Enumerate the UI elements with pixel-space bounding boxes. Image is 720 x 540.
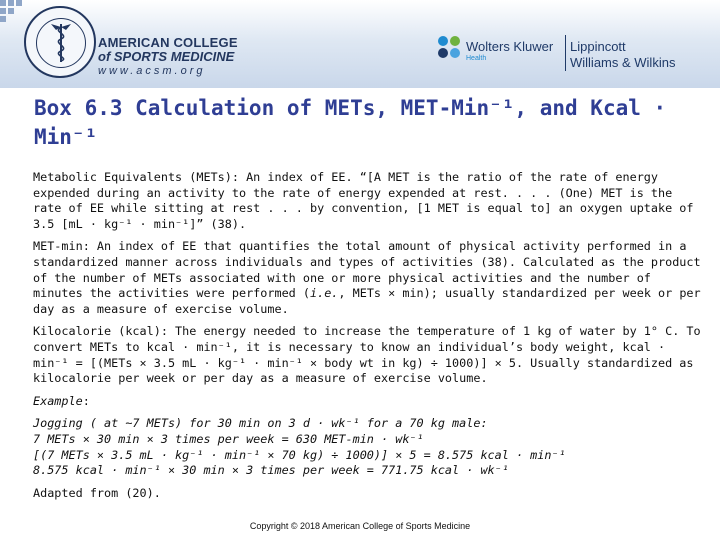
wolters-kluwer-mark-icon	[438, 36, 462, 60]
lww-line1: Lippincott	[570, 39, 626, 54]
example-line: Jogging ( at ~7 METs) for 30 min on 3 d · wk⁻¹ for a 70 kg male:	[33, 416, 488, 431]
copyright-footer: Copyright © 2018 American College of Sports Medicine	[249, 521, 471, 531]
kcal-text: : The energy needed to increase the temperature of 1 kg of water by 1° C. To convert METs to kcal · min⁻¹, it is necessary to know an individual’s body weight, kcal · min⁻¹ = [(METs × 3.5 mL · kg⁻¹ · min⁻¹ × body wt in kg) ÷ 1000)] × 5. Usually standardized as kilocalorie per week or per day as a measure of exercise volume.	[33, 324, 701, 386]
acsm-name-line2: of SPORTS MEDICINE	[98, 49, 235, 64]
metmin-text-before: : An index of EE that quantifies the total amount of physical activity performed in a standardized manner across individuals and types of activities (38). Calculated as the product of the number of METs associated with one or more physical activities and the number of minutes the activities were performed (	[33, 239, 701, 301]
example-label: Example	[33, 393, 83, 408]
kcal-definition	[33, 324, 701, 386]
example-line: 8.575 kcal · min⁻¹ × 30 min × 3 times per week = 771.75 kcal · wk⁻¹	[33, 463, 509, 478]
slide-title: Box 6.3 Calculation of METs, MET-Min⁻¹, and Kcal · Min⁻¹	[34, 96, 667, 149]
metmin-ie: i.e.	[310, 286, 339, 301]
wolters-kluwer-health: Health	[466, 55, 487, 62]
lww-name	[570, 39, 675, 71]
example-block	[33, 416, 701, 478]
example-line: [(7 METs × 3.5 mL · kg⁻¹ · min⁻¹ × 70 kg) ÷ 1000)] × 5 = 8.575 kcal · min⁻¹	[33, 447, 566, 462]
lww-line2: Williams & Wilkins	[570, 55, 676, 70]
mets-term: Metabolic Equivalents (METs)	[33, 170, 232, 184]
acsm-seal-icon	[24, 6, 96, 78]
wolters-kluwer-name: Wolters Kluwer	[466, 39, 554, 54]
example-label-line	[33, 394, 701, 410]
mets-definition	[33, 170, 701, 232]
publisher-logo	[438, 34, 708, 74]
acsm-name-line1: AMERICAN COLLEGE	[98, 35, 238, 50]
source-note: Adapted from (20).	[33, 485, 161, 500]
slide-body	[33, 170, 701, 508]
metmin-definition	[33, 239, 701, 317]
example-colon: :	[82, 393, 90, 408]
kcal-term: Kilocalorie (kcal)	[33, 324, 161, 339]
metmin-term: MET-min	[33, 239, 83, 254]
acsm-url: www.acsm.org	[98, 65, 206, 77]
logo-divider	[565, 35, 566, 71]
example-line: 7 METs × 30 min × 3 times per week = 630 MET-min · wk⁻¹	[33, 431, 424, 446]
acsm-logo	[24, 6, 244, 86]
metmin-text-after: , METs × min); usually standardized per week or per day as a measure of exercise volume.	[33, 286, 701, 316]
mets-text: : An index of EE. “[A MET is the ratio of the rate of energy expended during an activity to the rate of energy expended at rest. . . . (One) MET is the rate of EE while sitting at rest . . . by convention, [1 MET is equal to] an oxygen uptake of 3.5 [mL · kg⁻¹ · min⁻¹]” (38).	[33, 170, 694, 231]
